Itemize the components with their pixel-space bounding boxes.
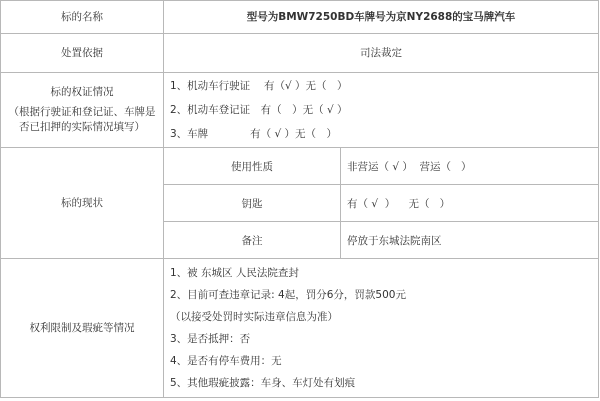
ownership-label: 标的权证情况 bbox=[50, 86, 114, 98]
remarks-label: 备注 bbox=[164, 222, 341, 258]
usage-label: 使用性质 bbox=[164, 148, 341, 184]
ownership-items bbox=[164, 73, 599, 147]
subject-label: 标的名称 bbox=[1, 1, 164, 33]
restriction-item: 5、其他瑕疵披露：车身、车灯处有划痕 bbox=[170, 377, 356, 389]
remarks-value: 停放于东城法院南区 bbox=[347, 234, 442, 247]
restriction-item: 2、目前可查违章记录: 4起，罚分6分，罚款500元 bbox=[170, 289, 406, 301]
restrictions-row bbox=[1, 259, 599, 398]
restriction-item: （以接受处罚时实际违章信息为准） bbox=[170, 311, 338, 323]
status-subrow-keys bbox=[164, 185, 598, 222]
ownership-label-note: （根据行驶证和登记证、车牌是否已扣押的实际情况填写） bbox=[8, 106, 156, 133]
ownership-item: 3、车牌 有（ √ ）无（ ） bbox=[170, 128, 338, 140]
status-label: 标的现状 bbox=[1, 148, 164, 258]
status-row bbox=[1, 148, 599, 259]
subject-row bbox=[1, 1, 599, 34]
restrictions-items bbox=[164, 259, 599, 397]
status-subtable bbox=[164, 148, 599, 258]
status-subrow-remarks bbox=[164, 222, 598, 258]
status-subrow-usage bbox=[164, 148, 598, 185]
keys-value: 有（ √ ） 无（ ） bbox=[347, 197, 451, 210]
subject-value: 型号为BMW7250BD车牌号为京NY2688的宝马牌汽车 bbox=[164, 1, 599, 33]
basis-row bbox=[1, 34, 599, 73]
ownership-item: 2、机动车登记证 有（ ）无（ √ ） bbox=[170, 104, 348, 116]
ownership-label-cell bbox=[1, 73, 164, 147]
basis-label: 处置依据 bbox=[1, 34, 164, 72]
restriction-item: 1、被 东城区 人民法院查封 bbox=[170, 267, 299, 279]
basis-value: 司法裁定 bbox=[164, 34, 599, 72]
keys-label: 钥匙 bbox=[164, 185, 341, 221]
ownership-row bbox=[1, 73, 599, 148]
restrictions-label: 权利限制及瑕疵等情况 bbox=[1, 259, 164, 397]
usage-value: 非营运（ √ ） 营运（ ） bbox=[347, 160, 472, 173]
restriction-item: 4、是否有停车费用：无 bbox=[170, 355, 282, 367]
ownership-item: 1、机动车行驶证 有（√ ）无（ ） bbox=[170, 80, 348, 92]
restriction-item: 3、是否抵押：否 bbox=[170, 333, 251, 345]
